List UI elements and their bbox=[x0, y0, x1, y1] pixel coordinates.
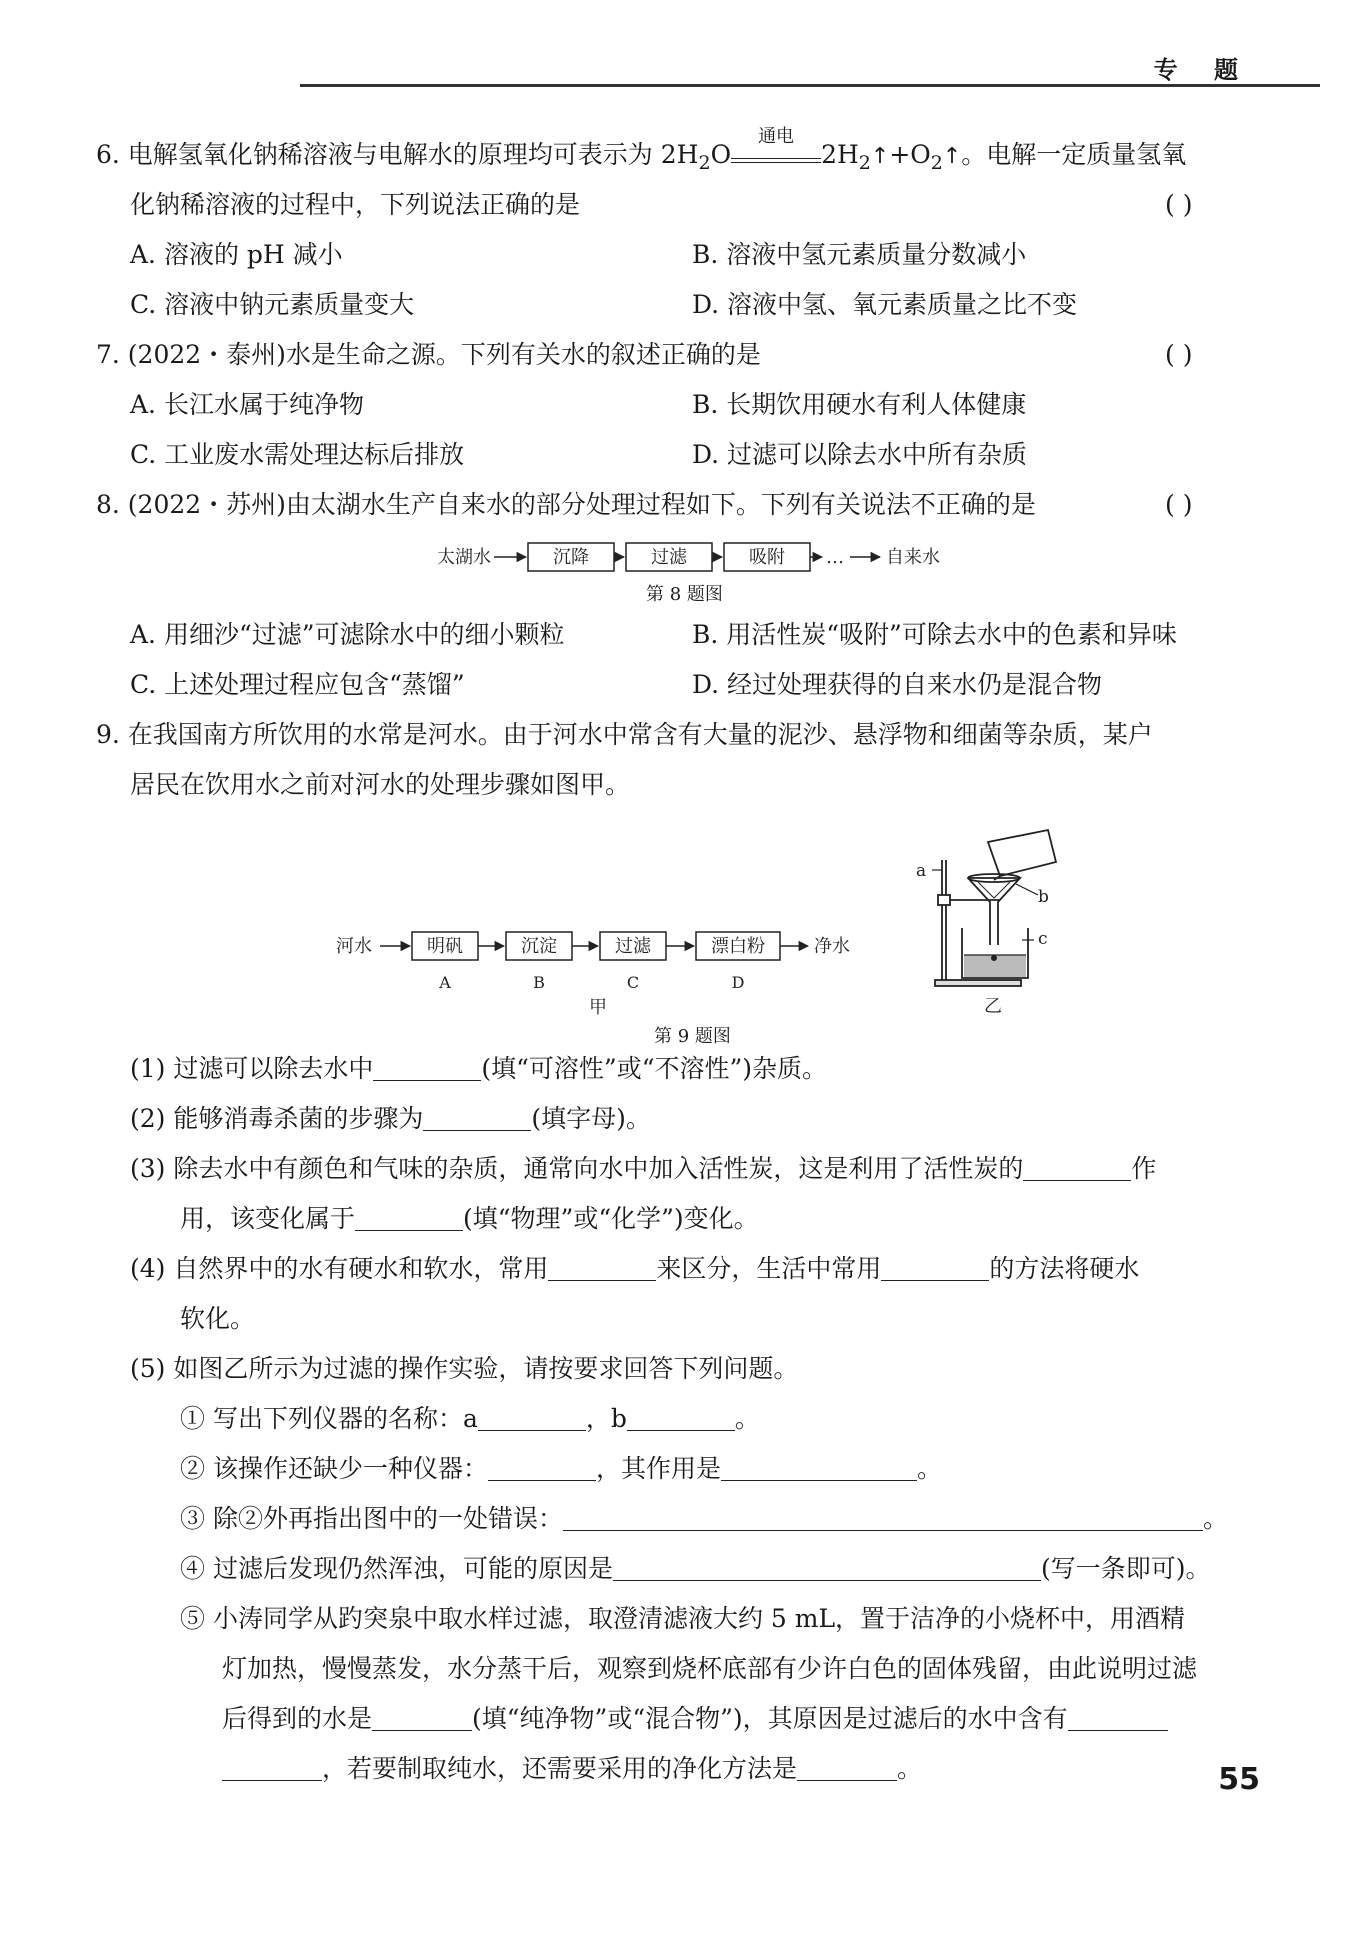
q8-figure-caption: 第 8 题图 bbox=[646, 584, 723, 605]
q9-sub1 bbox=[180, 1402, 760, 1436]
q9-stem-line1: 9. 在我国南方所饮用的水常是河水。由于河水中常含有大量的泥沙、悬浮物和细菌等杂质，某户 bbox=[96, 720, 1153, 749]
q9-step-box bbox=[412, 932, 478, 960]
q9-jia-label: 甲 bbox=[589, 997, 607, 1018]
gas-arrow-icon: ↑ bbox=[942, 144, 962, 169]
q6-text-e: 。电解一定质量氢氧 bbox=[961, 140, 1187, 169]
q6-option-d: D. 溶液中氢、氧元素质量之比不变 bbox=[692, 290, 1078, 319]
q9-sub3-text: ③ 除②外再指出图中的一处错误： bbox=[180, 1504, 563, 1533]
answer-blank[interactable] bbox=[423, 1108, 531, 1131]
gas-arrow-icon: ↑ bbox=[870, 144, 890, 169]
q6-line1 bbox=[96, 126, 1187, 180]
q7-option-a: A. 长江水属于纯净物 bbox=[130, 390, 364, 419]
q9-step-label: 过滤 bbox=[615, 936, 651, 957]
q9-part1-text-b: (填“可溶性”或“不溶性”)杂质。 bbox=[481, 1054, 828, 1083]
q8-step-box bbox=[528, 543, 614, 571]
q9-sub5-line3 bbox=[222, 1702, 1168, 1736]
q9-flow-end: 净水 bbox=[814, 936, 850, 957]
filtration-apparatus bbox=[932, 830, 1056, 986]
q9-sub1-text-c: 。 bbox=[734, 1404, 760, 1433]
q9-step-label: 明矾 bbox=[427, 936, 463, 957]
q8-step-box bbox=[724, 543, 810, 571]
q9-part3-text: (3) 除去水中有颜色和气味的杂质，通常向水中加入活性炭，这是利用了活性炭的 bbox=[130, 1154, 1024, 1183]
q9-sub3 bbox=[180, 1502, 1228, 1536]
q8-stem: 8. (2022・苏州)由太湖水生产自来水的部分处理过程如下。下列有关说法不正确的是 bbox=[96, 490, 1036, 519]
answer-blank[interactable] bbox=[1068, 1708, 1168, 1731]
q9-part3-line2 bbox=[180, 1202, 759, 1236]
q7-option-b: B. 长期饮用硬水有利人体健康 bbox=[692, 390, 1027, 419]
q8-flow-diagram bbox=[437, 543, 940, 571]
q9-step-label: 沉淀 bbox=[521, 936, 557, 957]
q9-sub2-text-c: 。 bbox=[916, 1454, 942, 1483]
q9-flow-start: 河水 bbox=[336, 936, 372, 957]
q9-stem-line2: 居民在饮用水之前对河水的处理步骤如图甲。 bbox=[130, 770, 631, 799]
answer-blank[interactable] bbox=[1023, 1158, 1131, 1181]
q8-step-label: 吸附 bbox=[749, 547, 785, 568]
label-a: a bbox=[916, 861, 927, 881]
q9-sub4 bbox=[180, 1552, 1210, 1586]
q6-answer-paren: ( ) bbox=[1165, 190, 1193, 219]
q9-yi-label: 乙 bbox=[984, 996, 1002, 1017]
q9-sub5-line1: ⑤ 小涛同学从趵突泉中取水样过滤，取澄清滤液大约 5 mL，置于洁净的小烧杯中，用酒精 bbox=[180, 1604, 1186, 1633]
q9-sub1-text: ① 写出下列仪器的名称：a bbox=[180, 1404, 478, 1433]
q9-sub4-text: ④ 过滤后发现仍然浑浊，可能的原因是 bbox=[180, 1554, 613, 1583]
q9-step-label: 漂白粉 bbox=[711, 936, 765, 957]
q8-answer-paren: ( ) bbox=[1165, 490, 1193, 519]
q8-option-a: A. 用细沙“过滤”可滤除水中的细小颗粒 bbox=[130, 620, 565, 649]
q9-part4-text-b: 来区分，生活中常用 bbox=[656, 1254, 882, 1283]
q6-option-a: A. 溶液的 pH 减小 bbox=[130, 240, 343, 269]
q8-option-d: D. 经过处理获得的自来水仍是混合物 bbox=[692, 670, 1103, 699]
answer-blank[interactable] bbox=[563, 1508, 1203, 1531]
answer-blank[interactable] bbox=[488, 1458, 596, 1481]
q6-text-c: 2H bbox=[821, 140, 859, 169]
q9-sub3-text-b: 。 bbox=[1202, 1504, 1228, 1533]
q9-step-letter: B bbox=[533, 973, 545, 992]
answer-blank[interactable] bbox=[881, 1258, 989, 1281]
q6-sub-c: 2 bbox=[930, 152, 943, 174]
answer-blank[interactable] bbox=[222, 1758, 322, 1781]
condition-equals bbox=[731, 158, 821, 163]
q9-step-box bbox=[600, 932, 666, 960]
q9-part3-text-c: 用，该变化属于 bbox=[180, 1204, 356, 1233]
label-b-pointer bbox=[1016, 884, 1038, 895]
q9-sub2 bbox=[180, 1452, 942, 1486]
reaction-condition bbox=[731, 126, 821, 163]
q8-option-b: B. 用活性炭“吸附”可除去水中的色素和异味 bbox=[692, 620, 1177, 649]
answer-blank[interactable] bbox=[548, 1258, 656, 1281]
q7-answer-paren: ( ) bbox=[1165, 340, 1193, 369]
q9-part4-line1 bbox=[130, 1252, 1139, 1286]
q9-sub2-text-b: ，其作用是 bbox=[595, 1454, 721, 1483]
label-c: c bbox=[1038, 929, 1048, 949]
answer-blank[interactable] bbox=[627, 1408, 735, 1431]
q6-sub-b: 2 bbox=[858, 152, 871, 174]
pouring-beaker bbox=[988, 830, 1056, 876]
header-rule bbox=[300, 84, 1320, 87]
q8-step-box bbox=[626, 543, 712, 571]
q6-sub: 2 bbox=[698, 152, 711, 174]
q8-flow-dots: … bbox=[826, 547, 844, 568]
q9-part4-text-c: 的方法将硬水 bbox=[989, 1254, 1140, 1283]
q9-part1-text: (1) 过滤可以除去水中 bbox=[130, 1054, 374, 1083]
answer-blank[interactable] bbox=[355, 1208, 463, 1231]
q6-text-a: 6. 电解氢氧化钠稀溶液与电解水的原理均可表示为 2H bbox=[96, 140, 699, 169]
q9-part1 bbox=[130, 1052, 827, 1086]
q9-sub5-text-b: (填“纯净物”或“混合物”)，其原因是过滤后的水中含有 bbox=[472, 1704, 1068, 1733]
label-b: b bbox=[1038, 887, 1049, 907]
q8-flow-start: 太湖水 bbox=[437, 547, 491, 568]
apparatus-labels bbox=[916, 861, 1049, 1017]
funnel bbox=[968, 878, 1020, 945]
answer-blank[interactable] bbox=[372, 1708, 472, 1731]
q9-part4-line2: 软化。 bbox=[180, 1304, 256, 1333]
q6-option-c: C. 溶液中钠元素质量变大 bbox=[130, 290, 415, 319]
q7-stem: 7. (2022・泰州)水是生命之源。下列有关水的叙述正确的是 bbox=[96, 340, 761, 369]
receiving-beaker bbox=[962, 928, 1028, 978]
answer-blank[interactable] bbox=[721, 1458, 917, 1481]
q9-step-letter: D bbox=[731, 973, 745, 992]
answer-blank[interactable] bbox=[613, 1558, 1041, 1581]
answer-blank[interactable] bbox=[797, 1758, 897, 1781]
condition-label: 通电 bbox=[758, 126, 795, 147]
stand-base bbox=[935, 980, 1021, 986]
q8-step-label: 过滤 bbox=[651, 547, 687, 568]
q9-flow-diagram bbox=[336, 932, 850, 1018]
q6-text-d: +O bbox=[889, 140, 931, 169]
q9-part4-text: (4) 自然界中的水有硬水和软水，常用 bbox=[130, 1254, 549, 1283]
q9-sub5-line4 bbox=[222, 1752, 922, 1786]
q9-part3-line1 bbox=[130, 1152, 1156, 1186]
q9-figure-caption: 第 9 题图 bbox=[654, 1026, 731, 1047]
q8-option-c: C. 上述处理过程应包含“蒸馏” bbox=[130, 670, 465, 699]
q6-text-b: O bbox=[710, 140, 732, 169]
q9-sub2-text: ② 该操作还缺少一种仪器： bbox=[180, 1454, 488, 1483]
q9-step-letter: C bbox=[626, 973, 640, 992]
q9-sub5-text-c: ，若要制取纯水，还需要采用的净化方法是 bbox=[322, 1754, 798, 1783]
page-number: 55 bbox=[1218, 1762, 1260, 1797]
q9-part2-text-b: (填字母)。 bbox=[531, 1104, 651, 1133]
q9-step-box bbox=[506, 932, 572, 960]
q9-part5: (5) 如图乙所示为过滤的操作实验，请按要求回答下列问题。 bbox=[130, 1354, 799, 1383]
q8-flow-end: 自来水 bbox=[886, 547, 940, 568]
q9-sub4-text-b: (写一条即可)。 bbox=[1040, 1554, 1211, 1583]
q9-part2 bbox=[130, 1102, 651, 1136]
answer-blank[interactable] bbox=[373, 1058, 481, 1081]
answer-blank[interactable] bbox=[478, 1408, 586, 1431]
q9-part3-text-b: 作 bbox=[1131, 1154, 1157, 1183]
q9-sub1-text-b: ，b bbox=[585, 1404, 627, 1433]
q6-line2: 化钠稀溶液的过程中，下列说法正确的是 bbox=[130, 190, 581, 219]
q6-option-b: B. 溶液中氢元素质量分数减小 bbox=[692, 240, 1027, 269]
q9-step-box bbox=[696, 932, 780, 960]
q9-part3-text-d: (填“物理”或“化学”)变化。 bbox=[463, 1204, 759, 1233]
q7-option-c: C. 工业废水需处理达标后排放 bbox=[130, 440, 465, 469]
q8-step-label: 沉降 bbox=[553, 547, 589, 568]
q9-sub5-text-d: 。 bbox=[897, 1754, 923, 1783]
q9-part2-text: (2) 能够消毒杀菌的步骤为 bbox=[130, 1104, 424, 1133]
q7-option-d: D. 过滤可以除去水中所有杂质 bbox=[692, 440, 1028, 469]
section-header: 专 题 bbox=[1153, 56, 1252, 84]
q9-sub5-line2: 灯加热，慢慢蒸发，水分蒸干后，观察到烧杯底部有少许白色的固体残留，由此说明过滤 bbox=[222, 1654, 1198, 1683]
q9-sub5-text: 后得到的水是 bbox=[222, 1704, 373, 1733]
q9-step-letter: A bbox=[439, 973, 451, 992]
